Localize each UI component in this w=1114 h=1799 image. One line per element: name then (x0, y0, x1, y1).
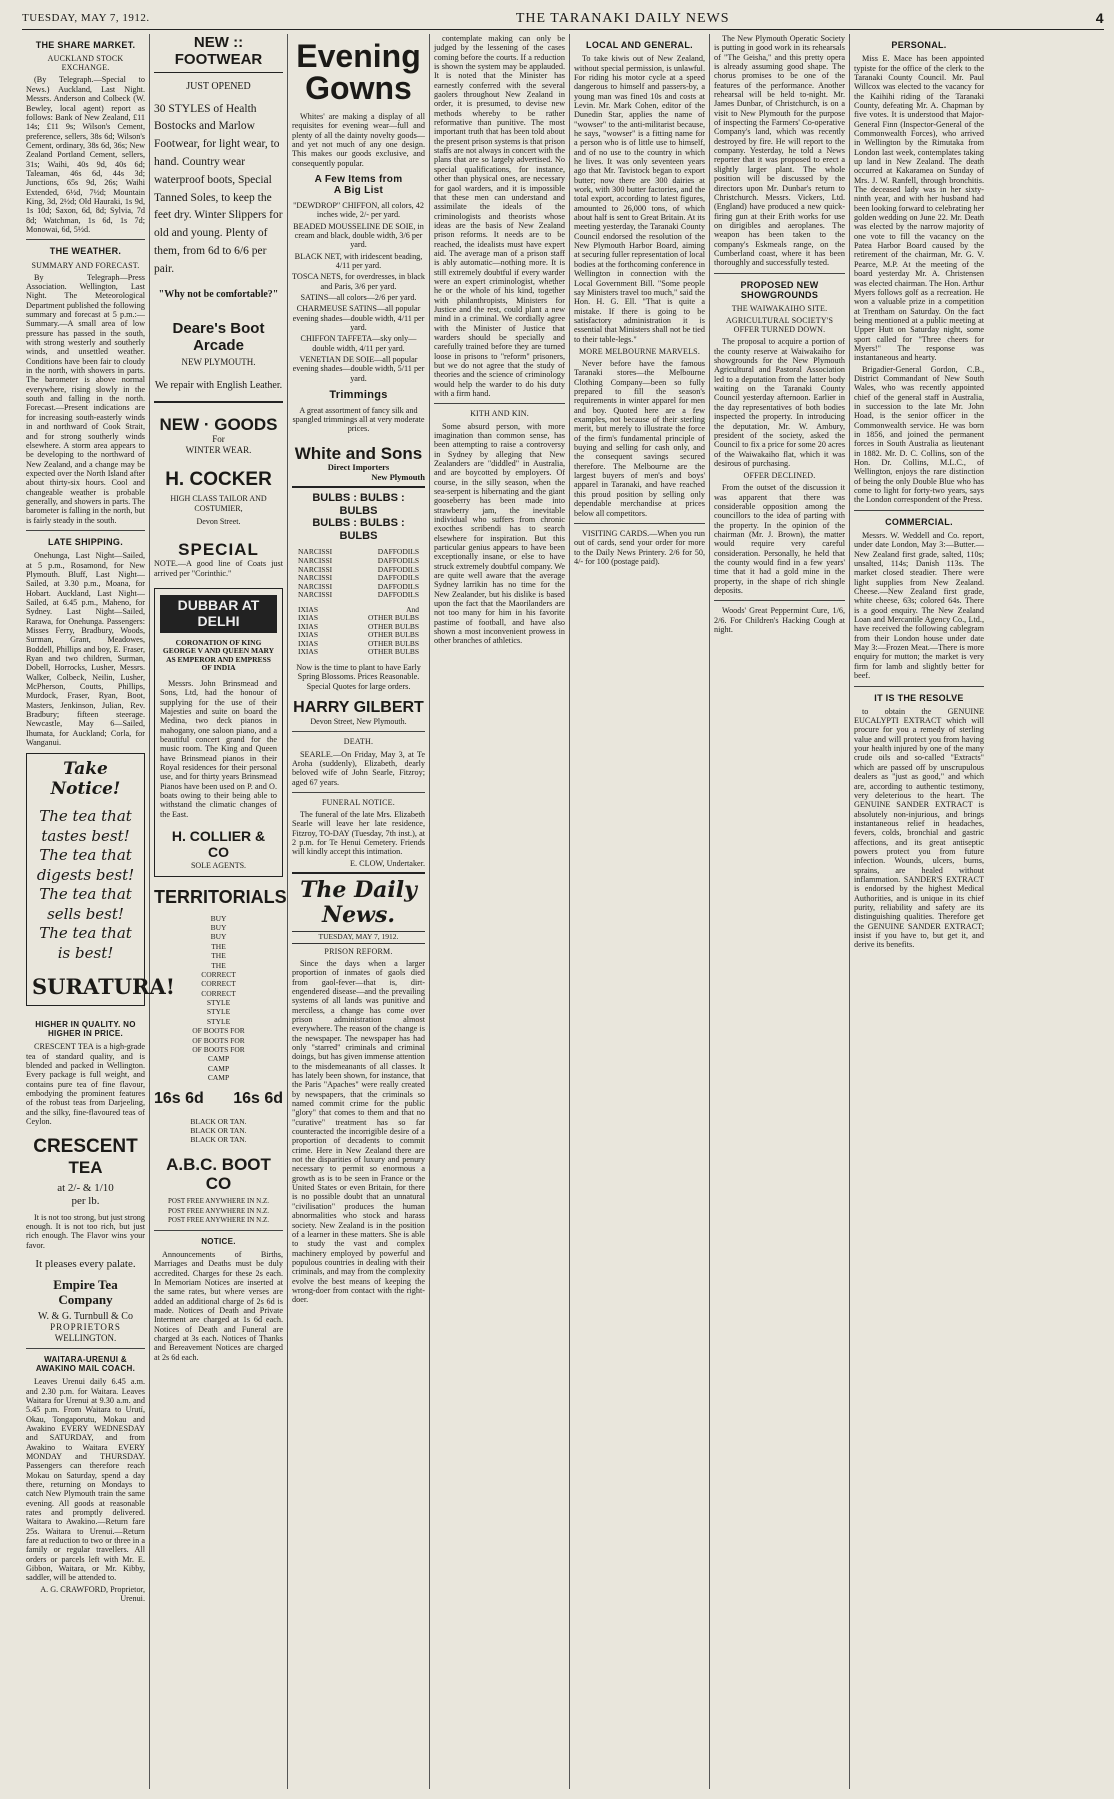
suratura-line: tastes best! (41, 826, 130, 845)
empire-city: WELLINGTON. (54, 1332, 117, 1343)
personal-heading: PERSONAL. (891, 40, 947, 50)
bulb-name: IXIAS (298, 604, 318, 614)
divider (854, 686, 984, 687)
durbar-advert (154, 588, 283, 877)
divider (154, 1230, 283, 1231)
gown-item: BLACK NET, with iridescent beading, 4/11 per yard. (294, 251, 423, 270)
commercial-text: Messrs. W. Weddell and Co. report, under date London, May 3:—Butter.—New Zealand first grade, salted, 110s; unsalted, 114s; Danish 113s. The market closed steadier. There were light supplies from New Zealand. Cheese.—New Zealand first grade, white cheese, 63s; colored 64s. There is a good enquiry. The New Zealand Loan and Mercantile Agency Co., Ltd., have received the following cablegram from their London house under date May 3:—Frozen Meat.—There is more enquiry for mutton; the market is very firm for lamb and slightly better for beef. (854, 531, 984, 681)
terr-row: THE (211, 951, 226, 961)
resolve-text: to obtain the GENUINE EUCALYPTI EXTRACT which will procure for you a remedy of sterling value and will protect you from having your health injured by one of the many crude oils and so-called "Extracts" which are passed off by unscrupulous dealers as "just as good," and which are, according to authentic testimony, very deleterious to the heart. The GENUINE SANDER EXTRACT is absolutely non-injurious, and brings instantaneous relief in headaches, fevers, colds, bronchial and gastric affections, and its great antiseptic powers protect you from future infection. Wounds, ulcers, burns, sprains, are healed without inflammation. SANDER'S EXTRACT is endorsed by the highest Medical Authorities, and is unique in its chief purity, reliability and safety are its distinguishing qualities. Therefore get the GENUINE SANDER EXTRACT; insist if you have to, but get it, and derive its benefits. (854, 706, 984, 950)
masthead-date: TUESDAY, MAY 7, 1912. (22, 12, 150, 25)
terr-color: BLACK OR TAN. (190, 1116, 247, 1126)
bulb-name: IXIAS (298, 638, 318, 648)
terr-row: BUY (210, 913, 227, 923)
column-2 (150, 34, 288, 1789)
cocker-street: Devon Street. (196, 516, 241, 526)
abc-post: POST FREE ANYWHERE IN N.Z. (168, 1206, 269, 1215)
durbar-text: Messrs. John Brinsmead and Sons, Ltd, had the honour of supplying for the use of their Majesties and suite on board the Medina, two deck pianos in mahogany, one saloon piano, and a beautiful concert grand for the music room. The King and Queen have Brinsmead pianos in their Royal residences for their personal use, and for thirty years Brinsmead Pianos have been used on P. and O. boats owing to their being able to withstand the climatic changes of the East. (160, 678, 277, 819)
prison-reform-text: Since the days when a larger proportion of inmates of gaols died from gaol-fever—that is, dirt-engendered disease—and the prevailing systems of all lands was punitive and merciless, a change has come over prison administration almost everywhere. The reason of the change is the newspaper. The newspaper has had only "starred" criminals and criminal doings, but has given immense attention to the misdemeanants of all classes. It has lately been shown, for instance, that the Paris "Apaches" were really created by newspapers, that the criminals so named commit crime for the public "glory" that comes to them and that no "curative" treatment has so far counteracted the incorrigible desire of a proportion of decadents to commit crime. Here in New Zealand there are not the disparities of luxury and penury necessary to permit so enormous a growth as is to be seen in France or the United States or even Britain, for there is no possible doubt that an unnatural "civilisation" produces the human abnormalities who stock and harass society. New Zealand is in the position of a learner in these matters. She is able to study the vast and complex machinery employed by powerful and populous countries in dealing with their criminals, and may from the complexity evolve the best means of keeping the wrong-doer from contact with the right-doer. (292, 958, 425, 1305)
share-market-heading: THE SHARE MARKET. (35, 40, 136, 50)
column-3 (288, 34, 430, 1789)
white-sons-name: White and Sons (294, 443, 423, 463)
terr-row: CORRECT (201, 969, 236, 979)
divider (154, 401, 283, 403)
white-sons-sub: Direct Importers (327, 461, 390, 472)
empire-proprietors: PROPRIETORS (50, 1322, 121, 1333)
collier-name: H. COLLIER & CO (171, 828, 266, 861)
divider (292, 731, 425, 732)
empire-owners: W. & G. Turnbull & Co (38, 1311, 133, 1323)
weather-heading: THE WEATHER. (49, 246, 122, 257)
bulb-name: DAFFODILS (377, 564, 419, 574)
empire-name: Empire Tea Company (53, 1277, 118, 1308)
gilbert-name: HARRY GILBERT (293, 699, 424, 717)
local-general-heading: LOCAL AND GENERAL. (586, 40, 693, 50)
bulb-name: DAFFODILS (377, 547, 419, 557)
terr-row: CORRECT (201, 979, 236, 989)
suratura-line: is best! (57, 943, 114, 962)
white-sons-city: New Plymouth (371, 471, 425, 482)
bulb-name: OTHER BULBS (367, 621, 419, 631)
personal-text-2: Brigadier-General Gordon, C.B., District Commandant of New South Wales, who was recently appointed chief of the general staff in Australia, in succession to the late Mr. John Hoad, is the senior officer in the Commonwealth service. He was born in 1856, and joined the permanent forces in South Australia as lieutenant in 1882. Mr. D. C. Collins, son of the Hon. Dr. Collins, M.L.C., of Wellington, enjoys the rare distinction of being the only Double Blue who has come to light for forty-two years, says the London correspondent of the Press. (854, 364, 984, 505)
prison-reform-continued: contemplate making can only be judged by the lessening of the cases coming before the courts. If a reduction is shown the system may be applauded. It is noted that the Minister has earnestly conferred with the several gaolers throughout New Zealand in order, it is presumed, to devise new methods whereby to be rather reformative than punitive. The most important truth that has been told about the present prison systems is that prison staffs are not always in concert with the plans that are so largely advertised. No special qualifications, for instance, other than physical ones, are necessary for gaol warders, and it is impossible that these men can understand and assimilate the ideals of the criminologists and theorists whose ideas are the basis of New Zealand prison reforms. It needs are to be reached, the idealists must have expert aid. The average man of a prison staff is ably automatic—nothing more. It is still extremely doubtful if every warder were an expert criminologist, whether he or the whole of his kind, together with philanthropists, Ministers for Justice and the rest, could plant a new mind in a criminal. We cordially agree with the Minister of Justice that warders should be specially and carefully trained before they are turned loose in prisons to "reform" prisoners, but we do not agree that the study of theories and the science of criminology would help the warder to do his duty with a firm hand. (434, 34, 565, 399)
terr-row: STYLE (206, 998, 231, 1007)
gown-item: CHIFFON TAFFETA—sky only—double width, 4/11 per yard. (300, 334, 417, 353)
terr-color: BLACK OR TAN. (190, 1135, 247, 1145)
few-items-heading: A Few Items from (314, 174, 403, 186)
special-title: SPECIAL (178, 539, 259, 559)
showgrounds-offer: AGRICULTURAL SOCIETY'S OFFER TURNED DOWN. (725, 316, 834, 335)
trimmings-text: A great assortment of fancy silk and spangled trimmings all at very moderate prices. (292, 405, 425, 434)
bulb-name: IXIAS (298, 621, 318, 631)
terr-row: STYLE (206, 1016, 231, 1026)
resolve-heading: IT IS THE RESOLVE (874, 692, 964, 703)
divider (854, 510, 984, 511)
goods-title: NEW · GOODS (159, 414, 278, 434)
offer-declined-text: From the outset of the discussion it was apparent that there was considerable opposition among the councillors to the idea of parting with the property. In the opinion of the chairman (Mr. J. Brown), the matter would require very careful consideration. Personally, he held that the county would find in a few years' time that it had a gold mine in the property, in the shape of rich shingle deposits. (714, 483, 845, 596)
suratura-line: The tea that (39, 885, 132, 904)
gown-item: "DEWDROP" CHIFFON, all colors, 42 inches wide, 2/- per yard. (293, 200, 424, 220)
deare-city: NEW PLYMOUTH. (181, 357, 256, 368)
notice-text: Announcements of Births, Marriages and Deaths must be duly accredited. Charges for these 2s each. In Memoriam Notices are inserted at the same rates, but where verses are added an additional charge of 2s 6d is made. Notices of Death and Private Interment are charged at 1s 6d each. Notices of Death and Funeral are charged at 3s each. Notices of Thanks and Bereavement Notices are charged at 2s 6d each. (154, 1249, 283, 1362)
death-heading: DEATH. (343, 737, 374, 747)
showgrounds-text: The proposal to acquire a portion of the county reserve at Waiwakaiho for showgrounds for the New Plymouth Agricultural and Pastoral Association led to a deputation from the latter body waiting on the Taranaki County Council yesterday afternoon. Earlier in the day representatives of both bodies inspected the property. In introducing the deputation, Mr. W. Ambury, president of the society, asked the Council to fix a price for some 20 acres of the Waiwakaiho flat, which it was desirous of purchasing. (714, 337, 845, 468)
prison-reform-heading: PRISON REFORM. (324, 946, 393, 956)
terr-row: BUY (210, 923, 227, 932)
crescent-tagline: HIGHER IN QUALITY. NO HIGHER IN PRICE. (35, 1020, 136, 1039)
crescent-text: CRESCENT TEA is a high-grade tea of standard quality, and is blended and packed in Wellington. Every package is full weight, and contains pure tea of fine flavour, embodying the prominent features of the robust teas from Darjeeling, and the silky, fine-flavoured teas of Ceylon. (26, 1042, 145, 1127)
divider (434, 403, 565, 404)
terr-row: CAMP (207, 1073, 230, 1082)
bulbs-line: BULBS : BULBS : BULBS (312, 517, 405, 542)
evening-gowns-title: Evening Gowns (296, 38, 421, 106)
bulb-name: IXIAS (298, 647, 318, 657)
terr-price-right: 16s 6d (233, 1090, 283, 1108)
divider (26, 239, 145, 240)
crescent-name: CRESCENT (33, 1136, 138, 1158)
column-4 (430, 34, 570, 1789)
gown-item: VENETIAN DE SOIE—all popular evening shades—double width, 5/11 per yard. (292, 355, 425, 383)
suratura-advert (26, 753, 175, 1006)
bulb-name: NARCISSI (298, 590, 333, 600)
funeral-heading: FUNERAL NOTICE. (322, 797, 395, 807)
daily-news-date: TUESDAY, MAY 7, 1912. (292, 931, 425, 944)
melbourne-text: Never before have the famous Taranaki stores—the Melbourne Clothing Company—been so fully prepared to fill the season's requirements in winter apparel for men and boy. Quoted here are a few examples, not because of their sterling merit, but merely to illustrate the force of the firm's fundamental principle of buying and selling for cash only, and the consequent savings secured therefore. The Melbourne are the largest buyers of men's and boys' apparel in Taranaki, and have reached this proud position by selling only dependable merchandise at prices below all competitors. (574, 359, 705, 518)
bulb-name: NARCISSI (298, 564, 333, 574)
notice-heading: NOTICE. (201, 1236, 236, 1246)
column-6 (710, 34, 850, 1789)
gown-item: CHARMEUSE SATINS—all popular evening shades—double width, 4/11 per yard. (292, 304, 425, 332)
crescent-tea: TEA (68, 1158, 103, 1178)
suratura-brand: SURATURA! (32, 974, 175, 1000)
gown-item: SATINS—all colors—2/6 per yard. (300, 292, 417, 302)
terr-row: OF BOOTS FOR (192, 1026, 245, 1036)
crescent-pleases: It pleases every palate. (35, 1257, 136, 1270)
territorials-list (154, 914, 283, 1145)
bulbs-note: Now is the time to plant to have Early Spring Blossoms. Prices Reasonable. Special Quotes for large orders. (296, 663, 421, 691)
masthead-page-number: 4 (1095, 9, 1104, 26)
crescent-text-2: It is not too strong, but just strong enough. It is not too rich, but just rich enough. The Flavor wins your favor. (26, 1212, 145, 1250)
bulb-name: NARCISSI (298, 556, 333, 566)
evening-text: Whites' are making a display of all requisites for evening wear—full and plenty of all the dainty novelty goods—and yet not much of any one design. This makes our goods exclusive, and consequently popular. (292, 112, 425, 168)
showgrounds-site: THE WAIWAKAIHO SITE. (731, 304, 828, 314)
footwear-subtitle: JUST OPENED (186, 81, 251, 93)
terr-row: STYLE (206, 1007, 231, 1017)
daily-news-banner: The Daily News. (300, 877, 417, 929)
suratura-line: The tea that (39, 846, 132, 865)
crescent-per: per lb. (71, 1194, 100, 1207)
bulbs-line: BULBS : BULBS : BULBS (312, 492, 405, 517)
divider (26, 530, 145, 531)
goods-for: For (212, 434, 225, 445)
visiting-cards-notice: VISITING CARDS.—When you run out of cards, send your order for more to the Daily News Printery. 2/6 for 50, 4/- for 100 (postage paid). (574, 528, 705, 566)
abc-name: A.B.C. BOOT CO (166, 1154, 271, 1194)
durbar-subtitle: CORONATION OF KING GEORGE V AND QUEEN MARY AS EMPEROR AND EMPRESS OF INDIA (162, 637, 275, 673)
funeral-text: The funeral of the late Mrs. Elizabeth Searle will leave her late residence, Fitzroy, TO-DAY (Tuesday, 7th inst.), at 2 p.m. for Te Henui Cemetery. Friends will kindly accept this intimation. (292, 810, 425, 857)
terr-row: BUY (210, 932, 227, 942)
territorials-title: TERRITORIALS (154, 887, 287, 908)
peppermint-advert: Woods' Great Peppermint Cure, 1/6, 2/6. For Children's Hacking Cough at night. (714, 606, 845, 635)
special-note: NOTE.—A good line of Coats just arrived per "Corinthic." (154, 559, 283, 578)
bulb-name: IXIAS (298, 630, 318, 640)
footwear-text: 30 STYLES of Health Bostocks and Marlow Footwear, for light wear, to hand. Country wear waterproof boots, Special Tanned Soles, to keep the feet dry. Winter Slippers for old and young. Plenty of them, from 6d to 6/6 per pair. (154, 102, 283, 275)
bulb-name: And (406, 604, 419, 614)
terr-row: CAMP (207, 1054, 230, 1064)
suratura-title: Take Notice! (50, 759, 121, 799)
column-1 (22, 34, 175, 1789)
bulb-name: OTHER BULBS (367, 630, 419, 640)
column-5 (570, 34, 710, 1789)
coach-text: Leaves Urenui daily 6.45 a.m. and 2.30 p.m. for Waitara. Leaves Waitara for Urenui at 9.30 a.m. and 5.45 p.m. From Waitara to Urutí, Okau, Tongaporutu, Mokau and Awakino EVERY WEDNESDAY and SATURDAY, and from Awakino to Waitara EVERY MONDAY and THURSDAY. Passengers can therefore reach Mokau on Saturday, spend a day there, returning on Mondays to catch New Plymouth train the same evening. All goods at reasonable rates and promptly delivered. Waitara to Awakino.—Return fare 25s. Waitara to Urenui.—Return fare at reduction to two or three in a family or regular travellers. All orders or parcels left with Mr. E. Gibbon, Waitara, or Mr. Kibby, saddler, will be attended to. (26, 1377, 145, 1583)
weather-subheading: SUMMARY AND FORECAST. (31, 260, 140, 270)
commercial-heading: COMMERCIAL. (885, 516, 953, 527)
coach-signature: A. G. CRAWFORD, Proprietor, Urenui. (40, 1584, 145, 1604)
footwear-title: NEW :: FOOTWEAR (154, 34, 283, 73)
death-text: SEARLE.—On Friday, May 3, at Te Aroha (suddenly), Elizabeth, dearly beloved wife of John Searle, Fitzroy; aged 67 years. (292, 749, 425, 787)
local-general-text: To take kiwis out of New Zealand, without special permission, is unlawful. For riding his motor cycle at a speed dangerous to himself and passers-by, a young man was fined 10s and costs at Levin. Mr. Mark Cohen, editor of the Dunedin Star, applies the name of "wowser" to the anti-militarist because, he says, "wowser" is a fitting name for a person who is of little use to himself, and of no use to the country in which he lives. It was only seventeen years ago that Mr. Tavistock began to export butter; now there are 300 dairies at work, with 300 butter factories, and the total export, according to latest figures, amounted to 26,000 tons, of which about half is sent to Great Britain. At its meeting yesterday, the Taranaki County Council endorsed the resolution of the New Plymouth Harbor Board, aiming at securing fuller representation of local bodies at the forthcoming conference in Wellington in connection with the Local Government Bill. "Some people say Ministers travel too much," said the Hon. H. G. Ell. "That is quite a mistake. If there is going to be satisfactory administration it is essential that Ministers shall not be tied to their table-legs." (574, 54, 705, 344)
coach-heading: WAITARA-URENUI & AWAKINO MAIL COACH. (35, 1354, 136, 1374)
suratura-line: The tea that (39, 807, 132, 826)
bulb-name: OTHER BULBS (367, 647, 419, 657)
shipping-heading: LATE SHIPPING. (47, 536, 124, 547)
bulb-name: NARCISSI (298, 581, 333, 591)
terr-row: CORRECT (201, 988, 236, 998)
gown-item: BEADED MOUSSELINE DE SOIE, in cream and black, double width, 3/6 per yard. (293, 221, 424, 250)
local-general-continued: The New Plymouth Operatic Society is putting in good work in its rehearsals of "The Geisha," and this pretty opera is already assuming good shape. The chorus promises to be one of the features of the performance. Another rehearsal will be held to-night. Mr. James Dunbar, of Christchurch, is on a visit to New Plymouth for the purpose of inspecting the Farmers' Co-operative Company's land, which was recently destroyed by fire. He will report to the company. Yesterday, he told a News reporter that it was proposed to erect a slightly larger plant. The whole position will be discussed by the directors upon Mr. Dunbar's return to Christchurch. Messrs. Vickers, Ltd. (England) have produced a new quick-firing gun at their Erith works for use on dirigibles and aeroplanes. The weapon has been taken to the company's Eskmeals range, on the Cumberland coast, where it has been thoroughly and successfully tested. (714, 34, 845, 268)
offer-declined-heading: OFFER DECLINED. (743, 471, 816, 481)
cocker-name: H. COCKER (165, 468, 272, 490)
divider (292, 486, 425, 488)
terr-row: OF BOOTS FOR (192, 1044, 245, 1054)
trimmings-heading: Trimmings (329, 389, 388, 402)
kith-kin-heading: KITH AND KIN. (470, 409, 529, 419)
durbar-title: DUBBAR AT DELHI (160, 595, 277, 633)
terr-color: BLACK OR TAN. (190, 1125, 247, 1135)
crescent-price: at 2/- & 1/10 (57, 1182, 114, 1195)
goods-winter: WINTER WEAR. (185, 444, 252, 455)
bulb-name: DAFFODILS (377, 573, 419, 583)
divider (574, 523, 705, 524)
masthead (22, 8, 1104, 30)
divider (714, 273, 845, 274)
share-market-text: (By Telegraph.—Special to News.) Auckland, Last Night. Messrs. Anderson and Colbeck (W. Bewley, local agent) report as follows: Bank of New Zealand, £11 14s; £11 9s; Wilson's Cement, preference, sellers, 38s 6d; Wilson's Cement, ordinary, 38s 6d, 36s; New Zealand Portland Cement, sellers, 31s; Waihi, 40s 9d, 40s 6d; Taleaman, 46s 6d, 44s 3d; Junctions, 65s 9d, 26s; Waihi Extended, 6½d, 7½d; Mountain King, 3d, 2½d; Old Hauraki, 1s 9d, 1s 10d; Saxon, 6d, 8d; Sylvia, 7d 8d; Watchman, 1s 6d, 1s 7d; Monowai, 6d, 5½d. (26, 75, 145, 234)
showgrounds-heading: PROPOSED NEW SHOWGROUNDS (740, 279, 819, 300)
collier-agents: SOLE AGENTS. (190, 861, 247, 870)
bulb-name: OTHER BULBS (367, 638, 419, 648)
cocker-trade: HIGH CLASS TAILOR AND COSTUMIER, (170, 494, 267, 513)
divider (292, 872, 425, 874)
divider (292, 792, 425, 793)
columns (22, 34, 1104, 1789)
gown-item: TOSCA NETS, for overdresses, in black and Paris, 3/6 per yard. (292, 272, 425, 291)
masthead-paper-name: THE TARANAKI DAILY NEWS (515, 10, 730, 26)
bulb-name: OTHER BULBS (367, 613, 419, 623)
column-7 (850, 34, 988, 1789)
melbourne-heading: MORE MELBOURNE MARVELS. (578, 346, 701, 356)
share-market-subheading: AUCKLAND STOCK EXCHANGE. (47, 54, 124, 73)
funeral-signature: E. CLOW, Undertaker. (350, 858, 425, 868)
bulb-name: IXIAS (298, 613, 318, 623)
bulb-name: NARCISSI (298, 547, 333, 557)
bulb-name: NARCISSI (298, 573, 333, 583)
suratura-line: sells best! (47, 904, 124, 923)
terr-row: CAMP (207, 1063, 230, 1073)
terr-row: THE (211, 960, 226, 970)
big-list-heading: A Big List (333, 185, 384, 197)
personal-text: Miss E. Mace has been appointed typiste for the office of the clerk to the Taranaki County Council. Mr. Paul Willcox was elected to the vacancy for the Kaihihi riding of the Taranaki County, defeating Mr. A. Chapman by five votes. It is understood that Major-General Finn (Inspector-General of the Commonwealth Forces), who arrived in Wellington by the Rimutaka from London last week, contemplates taking up land in New Zealand. The death occurred at Kakaramea on Sunday of Mrs. J. W. Ranfell, through bronchitis. The deceased lady was in her sixty-ninth year, and with her husband had been looking forward to celebrating her golden wedding on June 22. Mr. Death was elected by the narrow majority of one vote to fill the vacancy on the Patea Harbor Board caused by the retirement of the chairman, Mr. G. V. Pearce, M.P. At the meeting of the board yesterday Mr. A. Christensen was elected chairman. The Hon. Arthur Myers follows golf as a recreation. He won a valuable prize in a competition at Trentham on Saturday. On the fact being mentioned at a public meeting at Upper Hutt on Saturday night, some sport called for "Three cheers for Myers!" The response was instantaneous and hearty. (854, 54, 984, 363)
deare-repair: We repair with English Leather. (154, 379, 283, 391)
bulb-name: DAFFODILS (377, 556, 419, 566)
suratura-line: digests best! (36, 865, 135, 884)
terr-row: THE (211, 941, 226, 951)
divider (26, 1348, 145, 1349)
abc-post: POST FREE ANYWHERE IN N.Z. (168, 1215, 269, 1224)
bulb-name: DAFFODILS (377, 590, 419, 600)
deare-name: Deare's Boot Arcade (172, 320, 265, 355)
divider (714, 600, 845, 601)
bulb-name: DAFFODILS (377, 581, 419, 591)
terr-row: OF BOOTS FOR (192, 1035, 245, 1045)
footwear-quote: "Why not be comfortable?" (158, 288, 279, 300)
shipping-text: Onehunga, Last Night—Sailed, at 5 p.m., Rosamond, for New Plymouth. Bluff, Last Night—Sailed, at 3.30 p.m., Moana, for Hobart. Auckland, Last Night—Sailed, at 6.45 p.m., Maheno, for Sydney. Last Night—Sailed, Rarawa, for Onehunga. Passengers: Misses Ferry, Bradbury, Woods, Surman, Grant, Meadowes, Boddell, Phillips and boy, E. Fraser, Ryan and two children, Surman, Dobell, Horrocks, Lusher, Messrs. Walker, Colbeck, Neilin, Lusher, McPherson, Coutts, Phillips, Murdock, Fraser, Ryan, Boot, Masters, Jenkinson, Julian, Rev. Bradbury; fifteen steerage. Newcastle, May 6—Sailed, Ihumata, for Auckland; Corla, for Wanganui. (26, 551, 145, 748)
gilbert-address: Devon Street, New Plymouth. (310, 717, 407, 727)
abc-post: POST FREE ANYWHERE IN N.Z. (168, 1197, 269, 1206)
terr-price-left: 16s 6d (154, 1090, 204, 1108)
kith-kin-text: Some absurd person, with more imagination than common sense, has been attempting to raise a controversy in Sydney by alleging that New Zealanders are "diddled" in Australia, and are boycotted by employers. Of course, in the silly season, when the sea-serpent is hibernating and the giant gooseberry has been made into strawberry jam, the inevitable individual who suffers from chronic exocthes scribendi has to search elsewhere for inspiration. But this particular genius appears to have been exceptionally insane, or else to have struck extremely doubtful company. We are quite well aware that the average Sydney larrikin has no time for the New Zealander, but his dislike is based upon the fact that the Maorilanders are not too many for him in his favorite pastime of football, and have also shown a most inconvenient prowess in other branches of athletics. (434, 421, 565, 646)
weather-text: By Telegraph—Press Association. Wellington, Last Night. The Meteorological Department published the following summary and forecast at 5 p.m.:—Summary.—A small area of low pressure has passed in the south, with strong westerly and southerly winds, and unsettled weather. Conditions have been fair to cloudy in the north, with showers in parts. The barometer is above normal everywhere, rising slowly in the south and falling in the north. Forecast.—Present indications are for increasing south-easterly winds in and northward of Cook Strait, and for strong southerly winds elsewhere. A storm area appears to be developing to the northward of New Zealand, and a change may be expected over the North Island after about thirty-six hours. Cool and changeable weather is probable generally, and showers in parts. The barometer is falling in the north, but is fairly steady in the south. (26, 272, 145, 525)
suratura-line: The tea that (39, 924, 132, 943)
